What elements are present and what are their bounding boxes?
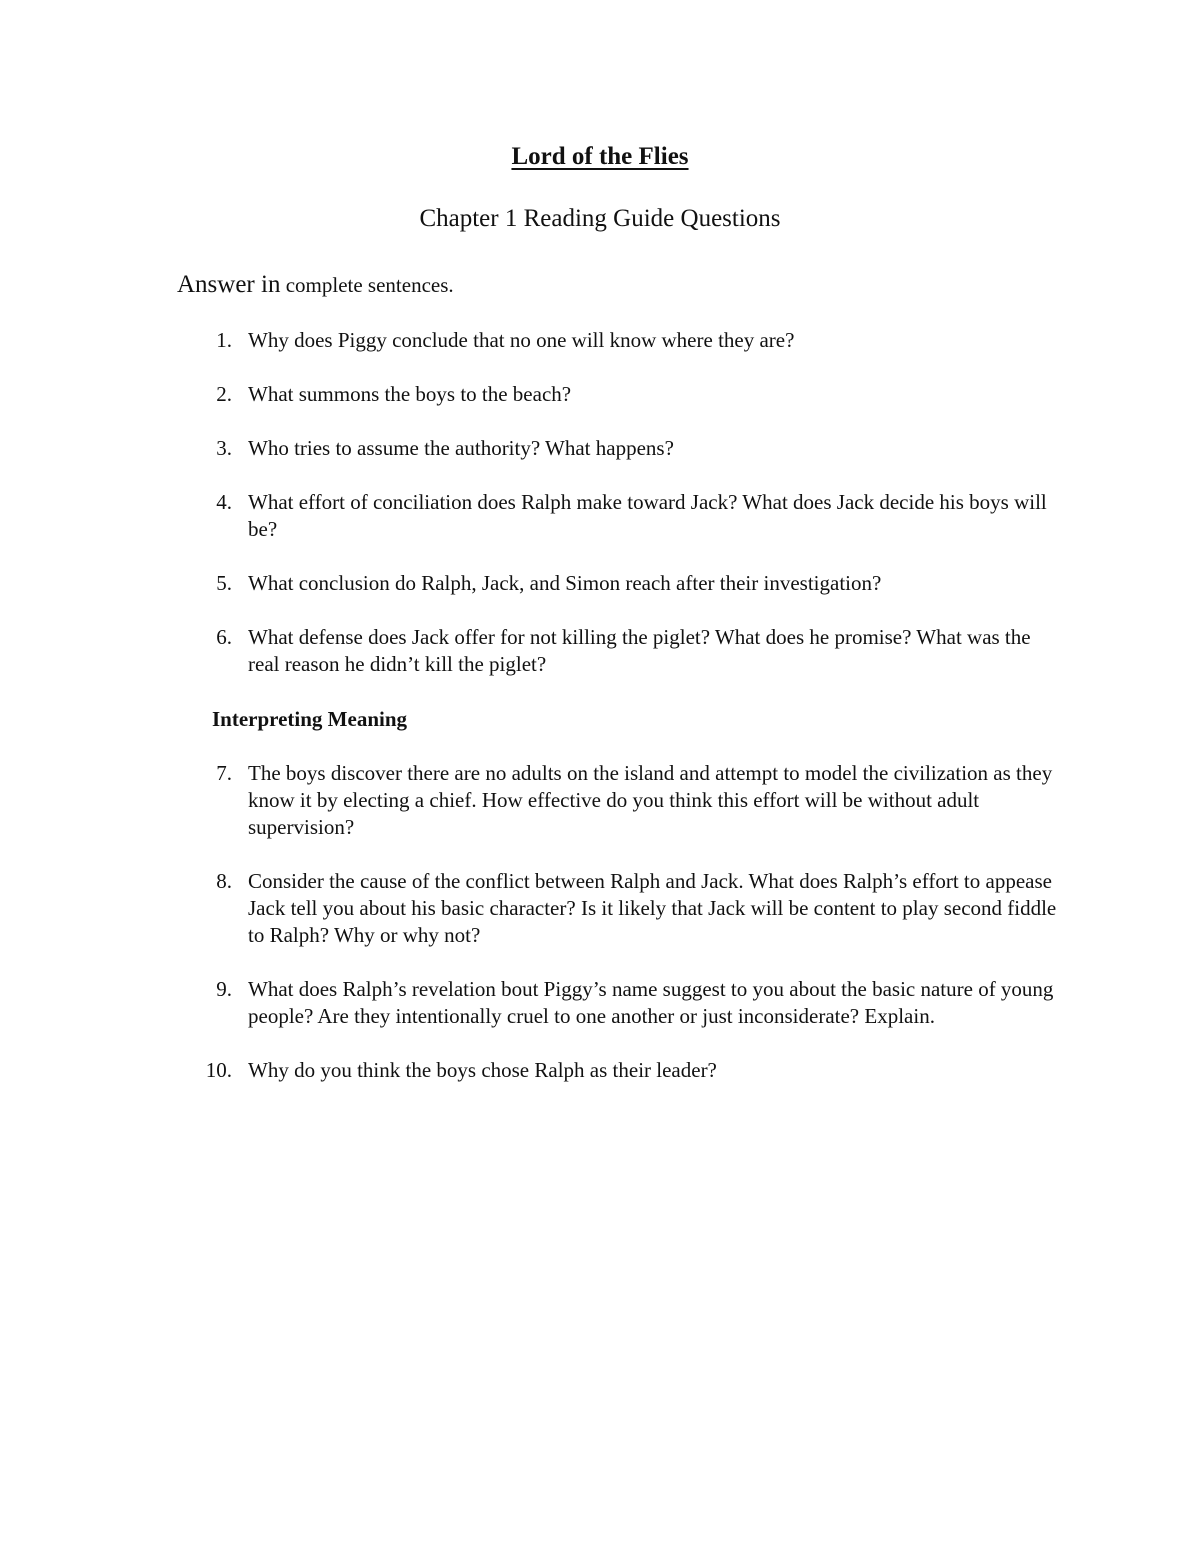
instructions-lead: Answer in [177, 271, 281, 298]
question-number: 4. [216, 490, 232, 514]
question-text: What effort of conciliation does Ralph make toward Jack? What does Jack decide his boys will be? [248, 490, 1047, 541]
question-item [177, 868, 1057, 949]
instructions [177, 268, 454, 302]
question-item [177, 1057, 1057, 1084]
question-number: 1. [216, 328, 232, 352]
question-list-comprehension [177, 327, 1057, 678]
document-subtitle: Chapter 1 Reading Guide Questions [419, 205, 781, 232]
question-item [177, 327, 1057, 354]
question-number: 8. [216, 869, 232, 893]
question-number: 10. [205, 1058, 232, 1082]
question-text: The boys discover there are no adults on the island and attempt to model the civilization as they know it by electing a chief. How effective do you think this effort will be without adult supervision? [248, 761, 1053, 839]
question-list-interpreting [177, 760, 1057, 1084]
question-text: Why do you think the boys chose Ralph as their leader? [248, 1058, 717, 1082]
question-item [177, 624, 1057, 678]
question-number: 5. [216, 571, 232, 595]
question-number: 3. [216, 436, 232, 460]
question-item [177, 976, 1057, 1030]
question-number: 2. [216, 382, 232, 406]
instructions-rest: complete sentences. [280, 273, 454, 297]
document-title: Lord of the Flies [511, 143, 689, 170]
question-text: Who tries to assume the authority? What happens? [248, 436, 674, 460]
section-heading: Interpreting Meaning [212, 707, 408, 731]
question-item [177, 570, 1057, 597]
question-item [177, 435, 1057, 462]
question-number: 7. [216, 761, 232, 785]
question-text: What summons the boys to the beach? [248, 382, 572, 406]
question-text: Why does Piggy conclude that no one will know where they are? [248, 328, 795, 352]
question-item [177, 489, 1057, 543]
question-number: 9. [216, 977, 232, 1001]
question-item [177, 381, 1057, 408]
question-item [177, 760, 1057, 841]
question-text: What defense does Jack offer for not killing the piglet? What does he promise? What was the real reason he didn’t kill the piglet? [248, 625, 1031, 676]
question-text: What does Ralph’s revelation bout Piggy’s name suggest to you about the basic nature of young people? Are they intentionally cruel to one another or just inconsiderate? Explain. [248, 977, 1054, 1028]
question-text: Consider the cause of the conflict between Ralph and Jack. What does Ralph’s effort to appease Jack tell you about his basic character? Is it likely that Jack will be content to play second fiddle to Ralph? Why or why not? [248, 869, 1057, 947]
question-text: What conclusion do Ralph, Jack, and Simon reach after their investigation? [248, 571, 882, 595]
question-number: 6. [216, 625, 232, 649]
